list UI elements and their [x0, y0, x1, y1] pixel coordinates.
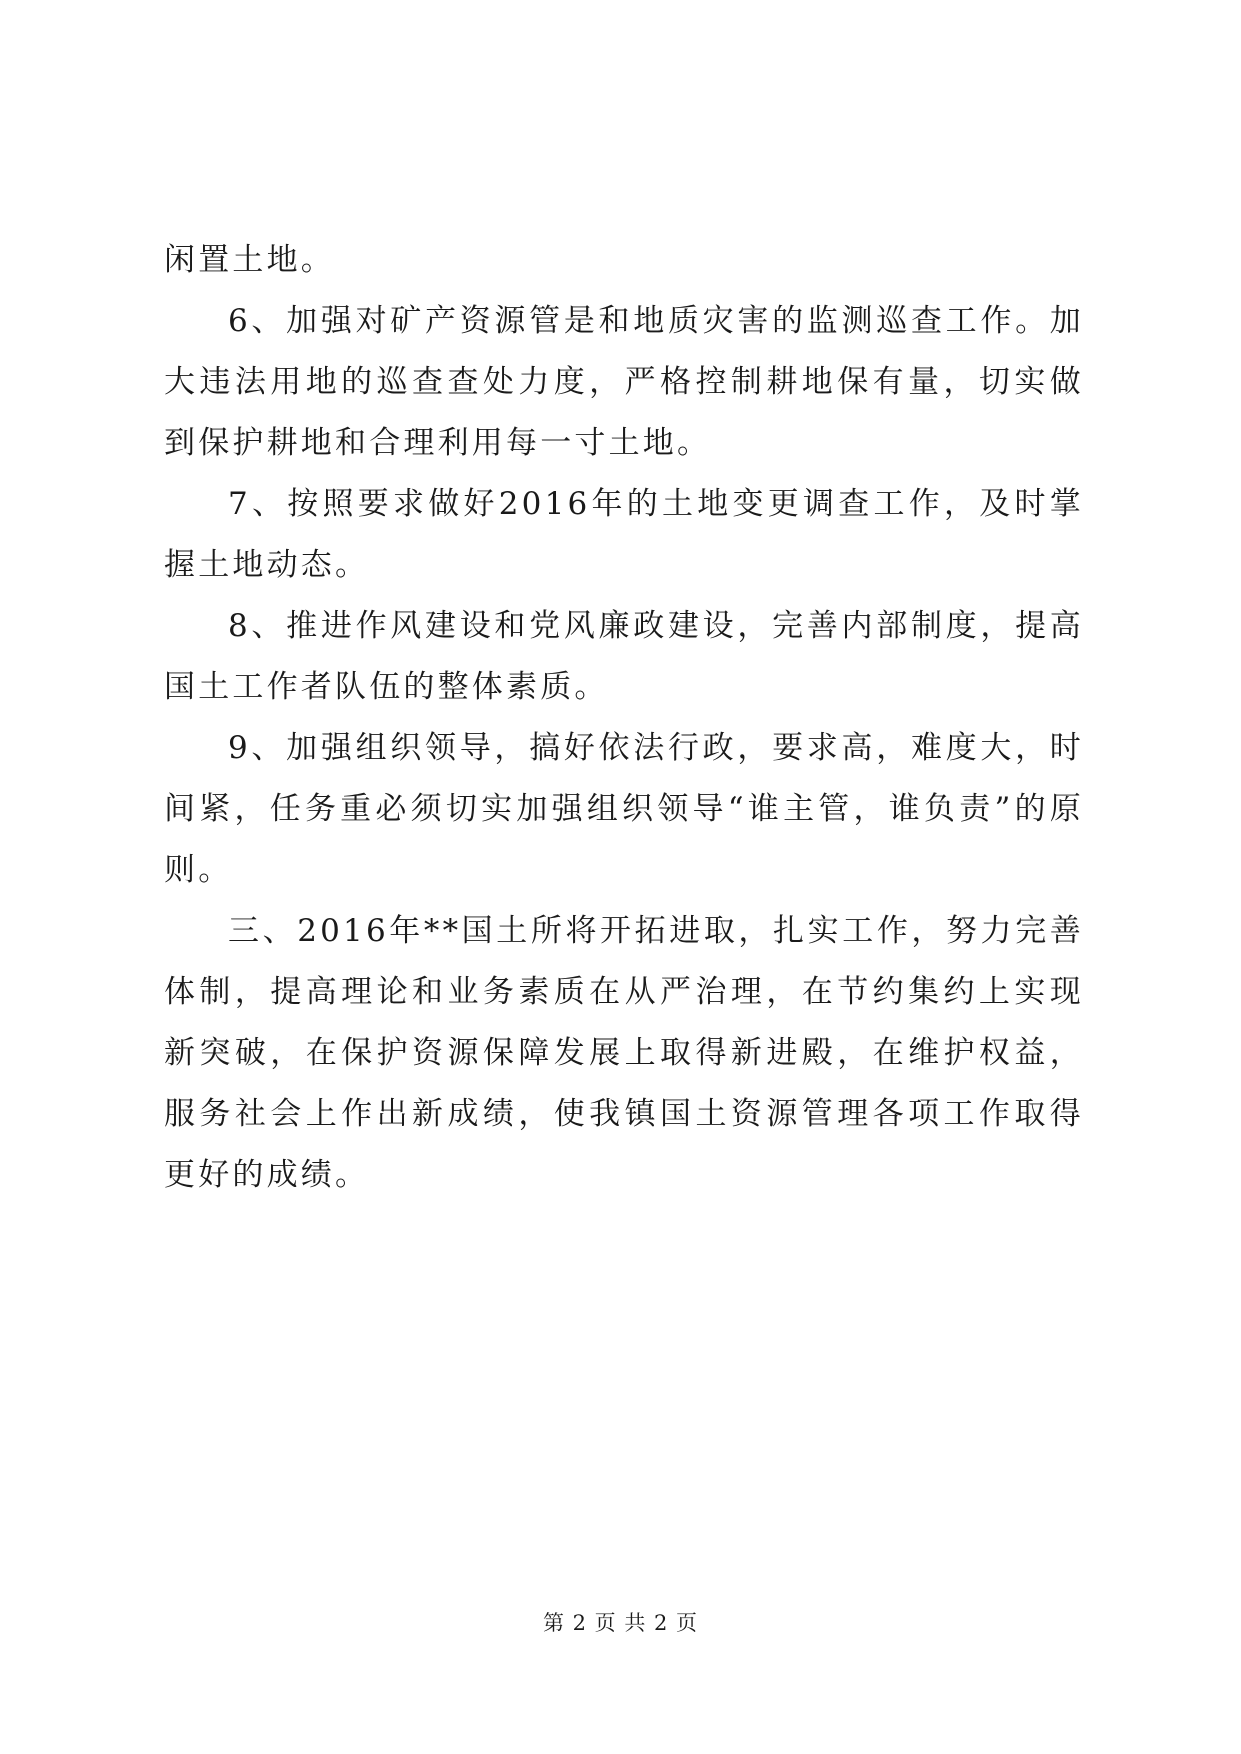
- paragraph-item-6: 6、加强对矿产资源管是和地质灾害的监测巡查工作。加大违法用地的巡查查处力度，严格控制耕地保有量，切实做到保护耕地和合理利用每一寸土地。: [164, 303, 1084, 461]
- paragraph-continuation: 闲置土地。: [164, 242, 335, 278]
- paragraph-item-7: 7、按照要求做好2016年的土地变更调查工作，及时掌握土地动态。: [164, 486, 1084, 583]
- paragraph-item-8: 8、推进作风建设和党风廉政建设，完善内部制度，提高国土工作者队伍的整体素质。: [164, 608, 1084, 705]
- paragraph-section-3: 三、2016年**国土所将开拓进取，扎实工作，努力完善体制，提高理论和业务素质在从严治理，在节约集约上实现新突破，在保护资源保障发展上取得新进殿，在维护权益，服务社会上作出新成绩，使我镇国土资源管理各项工作取得更好的成绩。: [164, 913, 1084, 1193]
- document-body: [164, 230, 1084, 1206]
- page-footer: 第 2 页 共 2 页: [542, 1611, 699, 1635]
- paragraph-item-9: 9、加强组织领导，搞好依法行政，要求高，难度大，时间紧，任务重必须切实加强组织领导“谁主管，谁负责”的原则。: [164, 730, 1084, 888]
